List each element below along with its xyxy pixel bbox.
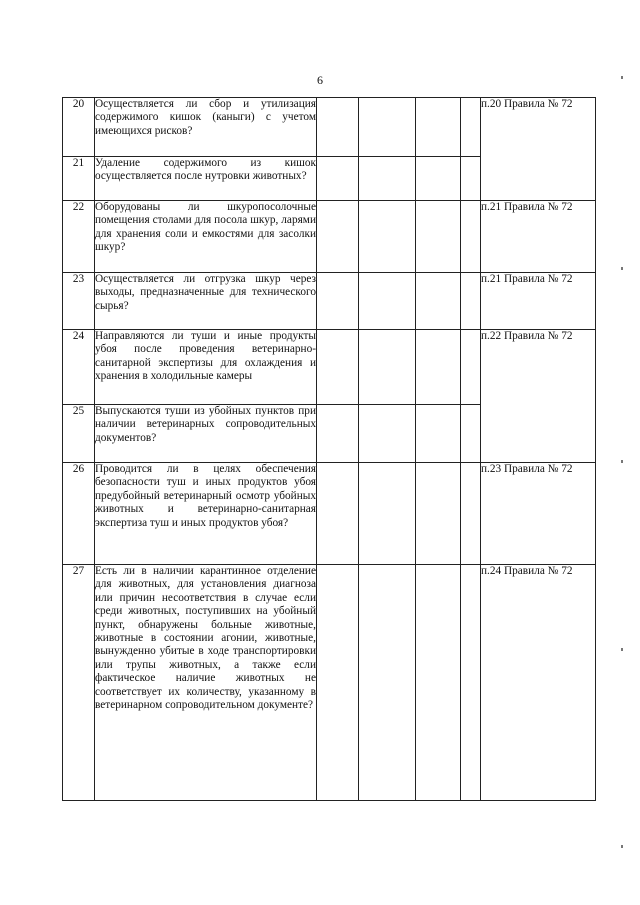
scan-speck — [621, 460, 623, 463]
row-number: 23 — [63, 273, 95, 330]
empty-cell — [416, 201, 461, 273]
legal-reference: п.20 Правила № 72 — [481, 98, 596, 201]
empty-cell — [317, 330, 359, 405]
page-number: 6 — [317, 73, 323, 87]
empty-cell — [359, 98, 416, 157]
question-text: Есть ли в наличии карантинное отделение для животных, для установления диагноза или причин несоответствия в случае если среди животных, поступивших на убойный пункт, обнаружены больные животные, животные в состоянии агонии, животные, вынужденно убитые в ходе транспортировки или трупы животных, а также если фактическое наличие животных не соответствует их количеству, указанному в ветеринарном сопроводительном документе? — [95, 565, 317, 801]
legal-reference: п.22 Правила № 72 — [481, 330, 596, 463]
question-text: Выпускаются туши из убойных пунктов при наличии ветеринарных сопроводительных документов? — [95, 405, 317, 463]
table-row — [63, 273, 596, 330]
scan-speck — [621, 267, 623, 270]
question-text: Осуществляется ли сбор и утилизация содержимого кишок (каныги) с учетом имеющихся рисков? — [95, 98, 317, 157]
row-number: 20 — [63, 98, 95, 157]
checklist-table — [62, 97, 596, 801]
row-number: 26 — [63, 463, 95, 565]
legal-reference: п.24 Правила № 72 — [481, 565, 596, 801]
row-number: 21 — [63, 157, 95, 201]
scan-speck — [621, 845, 623, 848]
legal-reference: п.21 Правила № 72 — [481, 273, 596, 330]
empty-cell — [461, 273, 481, 330]
table-row — [63, 330, 596, 405]
row-number: 22 — [63, 201, 95, 273]
empty-cell — [317, 98, 359, 157]
table-row — [63, 463, 596, 565]
empty-cell — [359, 330, 416, 405]
legal-reference: п.21 Правила № 72 — [481, 201, 596, 273]
empty-cell — [416, 565, 461, 801]
empty-cell — [317, 273, 359, 330]
row-number: 27 — [63, 565, 95, 801]
empty-cell — [461, 565, 481, 801]
empty-cell — [317, 201, 359, 273]
empty-cell — [416, 463, 461, 565]
empty-cell — [359, 463, 416, 565]
empty-cell — [359, 201, 416, 273]
empty-cell — [359, 565, 416, 801]
empty-cell — [359, 405, 416, 463]
question-text: Направляются ли туши и иные продукты убоя после проведения ветеринарно-санитарной экспертизы для охлаждения и хранения в холодильные камеры — [95, 330, 317, 405]
empty-cell — [317, 565, 359, 801]
question-text: Оборудованы ли шкуропосолочные помещения столами для посола шкур, ларями для хранения соли и емкостями для засолки шкур? — [95, 201, 317, 273]
row-number: 24 — [63, 330, 95, 405]
empty-cell — [416, 157, 461, 201]
empty-cell — [461, 201, 481, 273]
table-row — [63, 565, 596, 801]
scan-speck — [621, 648, 623, 651]
empty-cell — [461, 463, 481, 565]
empty-cell — [317, 405, 359, 463]
scan-speck — [621, 76, 623, 79]
legal-reference: п.23 Правила № 72 — [481, 463, 596, 565]
question-text: Проводится ли в целях обеспечения безопасности туш и иных продуктов убоя предубойный ветеринарный осмотр убойных животных и ветеринарно-санитарная экспертиза туш и иных продуктов убоя? — [95, 463, 317, 565]
question-text: Осуществляется ли отгрузка шкур через выходы, предназначенные для технического сырья? — [95, 273, 317, 330]
question-text: Удаление содержимого из кишок осуществляется после нутровки животных? — [95, 157, 317, 201]
empty-cell — [416, 330, 461, 405]
empty-cell — [359, 157, 416, 201]
empty-cell — [317, 463, 359, 565]
empty-cell — [461, 330, 481, 405]
empty-cell — [416, 405, 461, 463]
empty-cell — [461, 405, 481, 463]
row-number: 25 — [63, 405, 95, 463]
empty-cell — [416, 98, 461, 157]
empty-cell — [317, 157, 359, 201]
empty-cell — [461, 157, 481, 201]
table-row — [63, 98, 596, 157]
empty-cell — [416, 273, 461, 330]
table-row — [63, 201, 596, 273]
empty-cell — [359, 273, 416, 330]
empty-cell — [461, 98, 481, 157]
